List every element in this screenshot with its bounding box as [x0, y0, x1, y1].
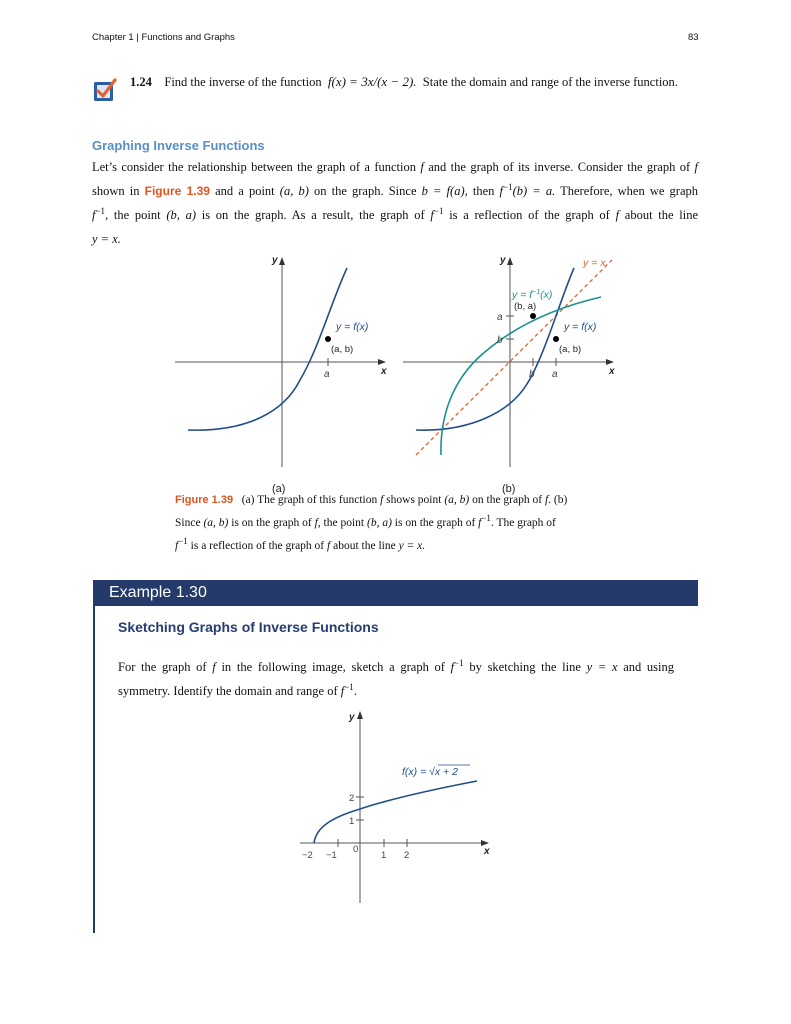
- superscript: −1: [178, 536, 188, 546]
- checkpoint-number: 1.24: [130, 75, 152, 89]
- superscript: −1: [344, 682, 354, 692]
- f-curve-label: y = f(x): [336, 321, 369, 333]
- superscript: −1: [481, 513, 491, 523]
- example-title: Sketching Graphs of Inverse Functions: [118, 619, 379, 635]
- math: (a, b): [444, 494, 470, 506]
- tick-label-y1: 1: [349, 816, 355, 827]
- math: (a, b): [279, 184, 309, 198]
- math: f: [380, 494, 384, 506]
- text: For the graph of: [118, 660, 213, 674]
- point-ba-label: (b, a): [514, 301, 537, 312]
- inverse-label-tail: (x): [540, 289, 553, 301]
- panel-b-label: (b): [502, 483, 516, 495]
- tick-label-y-b: b: [497, 335, 503, 346]
- math-f: f: [430, 208, 434, 222]
- y-axis-label: y: [500, 255, 506, 266]
- text: Let’s consider the relationship between the graph of a function: [92, 160, 421, 174]
- f-curve-label: y = f(x): [564, 321, 597, 333]
- text: the point: [108, 208, 167, 222]
- tick-label-a: a: [552, 369, 558, 380]
- text: . (b): [548, 494, 568, 506]
- tick-label-a: a: [324, 369, 330, 380]
- math: f: [478, 517, 482, 529]
- math: y = x.: [92, 232, 121, 246]
- tick-label-1: 1: [381, 850, 387, 861]
- text: is a reflection of the graph of: [187, 540, 328, 552]
- text: is a reflection of the graph of: [443, 208, 616, 222]
- x-axis-label: x: [484, 846, 490, 857]
- section-heading: Graphing Inverse Functions: [92, 138, 265, 153]
- text: then: [467, 184, 500, 198]
- superscript: −1: [503, 182, 513, 192]
- math: f,: [314, 517, 321, 529]
- math: (b) = a.: [512, 184, 556, 198]
- text: by sketching the line: [463, 660, 587, 674]
- superscript: −1: [95, 206, 106, 216]
- inverse-label-sup: −1: [532, 289, 541, 296]
- text: on the graph. Since: [308, 184, 422, 198]
- math: (a, b): [203, 517, 229, 529]
- inverse-label-base: y = f: [512, 289, 533, 301]
- text: The graph of: [493, 517, 556, 529]
- text: .: [490, 517, 494, 529]
- tick-label-2: 2: [404, 850, 410, 861]
- tick-label-neg2: −2: [302, 850, 313, 861]
- checkpoint-text-after: State the domain and range of the inverse function.: [422, 75, 678, 89]
- tick-label-neg1: −1: [326, 850, 337, 861]
- text: Since: [175, 517, 204, 529]
- math: (b, a): [166, 208, 196, 222]
- x-axis-label: x: [609, 366, 615, 377]
- math: f: [175, 540, 179, 552]
- text: is on the graph. As a result, the graph of: [196, 208, 431, 222]
- text: on the graph of: [469, 494, 545, 506]
- text: and the graph of its inverse. Consider the graph of: [423, 160, 695, 174]
- sqrt-curve: [314, 781, 477, 843]
- math: f: [212, 660, 216, 674]
- text: shows point: [383, 494, 445, 506]
- math-f: f: [420, 160, 424, 174]
- math-f: f: [694, 160, 698, 174]
- text: symmetry. Identify the domain and range of: [118, 684, 341, 698]
- math: f: [327, 540, 331, 552]
- point-ab-label: (a, b): [331, 344, 354, 355]
- text: about the line: [619, 208, 698, 222]
- superscript: −1: [433, 206, 444, 216]
- math: y = x.: [398, 540, 426, 552]
- function-label: f(x) = √x + 2: [402, 766, 458, 778]
- x-axis-label: x: [381, 366, 387, 377]
- text: is on the graph of: [391, 517, 479, 529]
- tick-label-b: b: [529, 369, 535, 380]
- superscript: −1: [454, 658, 464, 668]
- text: (a) The graph of this function: [241, 494, 381, 506]
- math: f: [544, 494, 549, 506]
- tick-label-0: 0: [353, 844, 359, 855]
- text: shown in: [92, 184, 145, 198]
- text: ,: [105, 208, 109, 222]
- math: b = f(a),: [421, 184, 468, 198]
- figure-ref: Figure 1.39: [175, 494, 234, 506]
- y-axis-label: y: [272, 255, 278, 266]
- math-f: f: [499, 184, 503, 198]
- math-f: f: [92, 208, 96, 222]
- text: is on the graph of: [228, 517, 315, 529]
- panel-a-label: (a): [272, 483, 286, 495]
- text: and using: [617, 660, 675, 674]
- text: and a point: [209, 184, 280, 198]
- tick-label-y2: 2: [349, 793, 355, 804]
- page-number: 83: [688, 32, 699, 43]
- identity-label: y = x: [583, 257, 606, 269]
- text: the point: [320, 517, 367, 529]
- checkpoint-math: f(x) = 3x/(x − 2).: [327, 74, 417, 89]
- text: Therefore, when we graph: [555, 184, 698, 198]
- math: (b, a): [367, 517, 392, 529]
- figure-link[interactable]: Figure 1.39: [144, 184, 210, 198]
- checkpoint-text-before: Find the inverse of the function: [164, 75, 322, 89]
- math-f: f: [615, 208, 620, 222]
- text: .: [353, 684, 357, 698]
- text: about the line: [330, 540, 399, 552]
- math: f: [340, 684, 345, 698]
- math: f: [450, 660, 455, 674]
- y-axis-label: y: [349, 712, 355, 723]
- running-header: Chapter 1 | Functions and Graphs: [92, 32, 235, 43]
- tick-label-y-a: a: [497, 312, 503, 323]
- math: y = x: [586, 660, 618, 674]
- text: in the following image, sketch a graph of: [215, 660, 451, 674]
- point-ab-label: (a, b): [559, 344, 582, 355]
- example-header: Example 1.30: [93, 580, 698, 606]
